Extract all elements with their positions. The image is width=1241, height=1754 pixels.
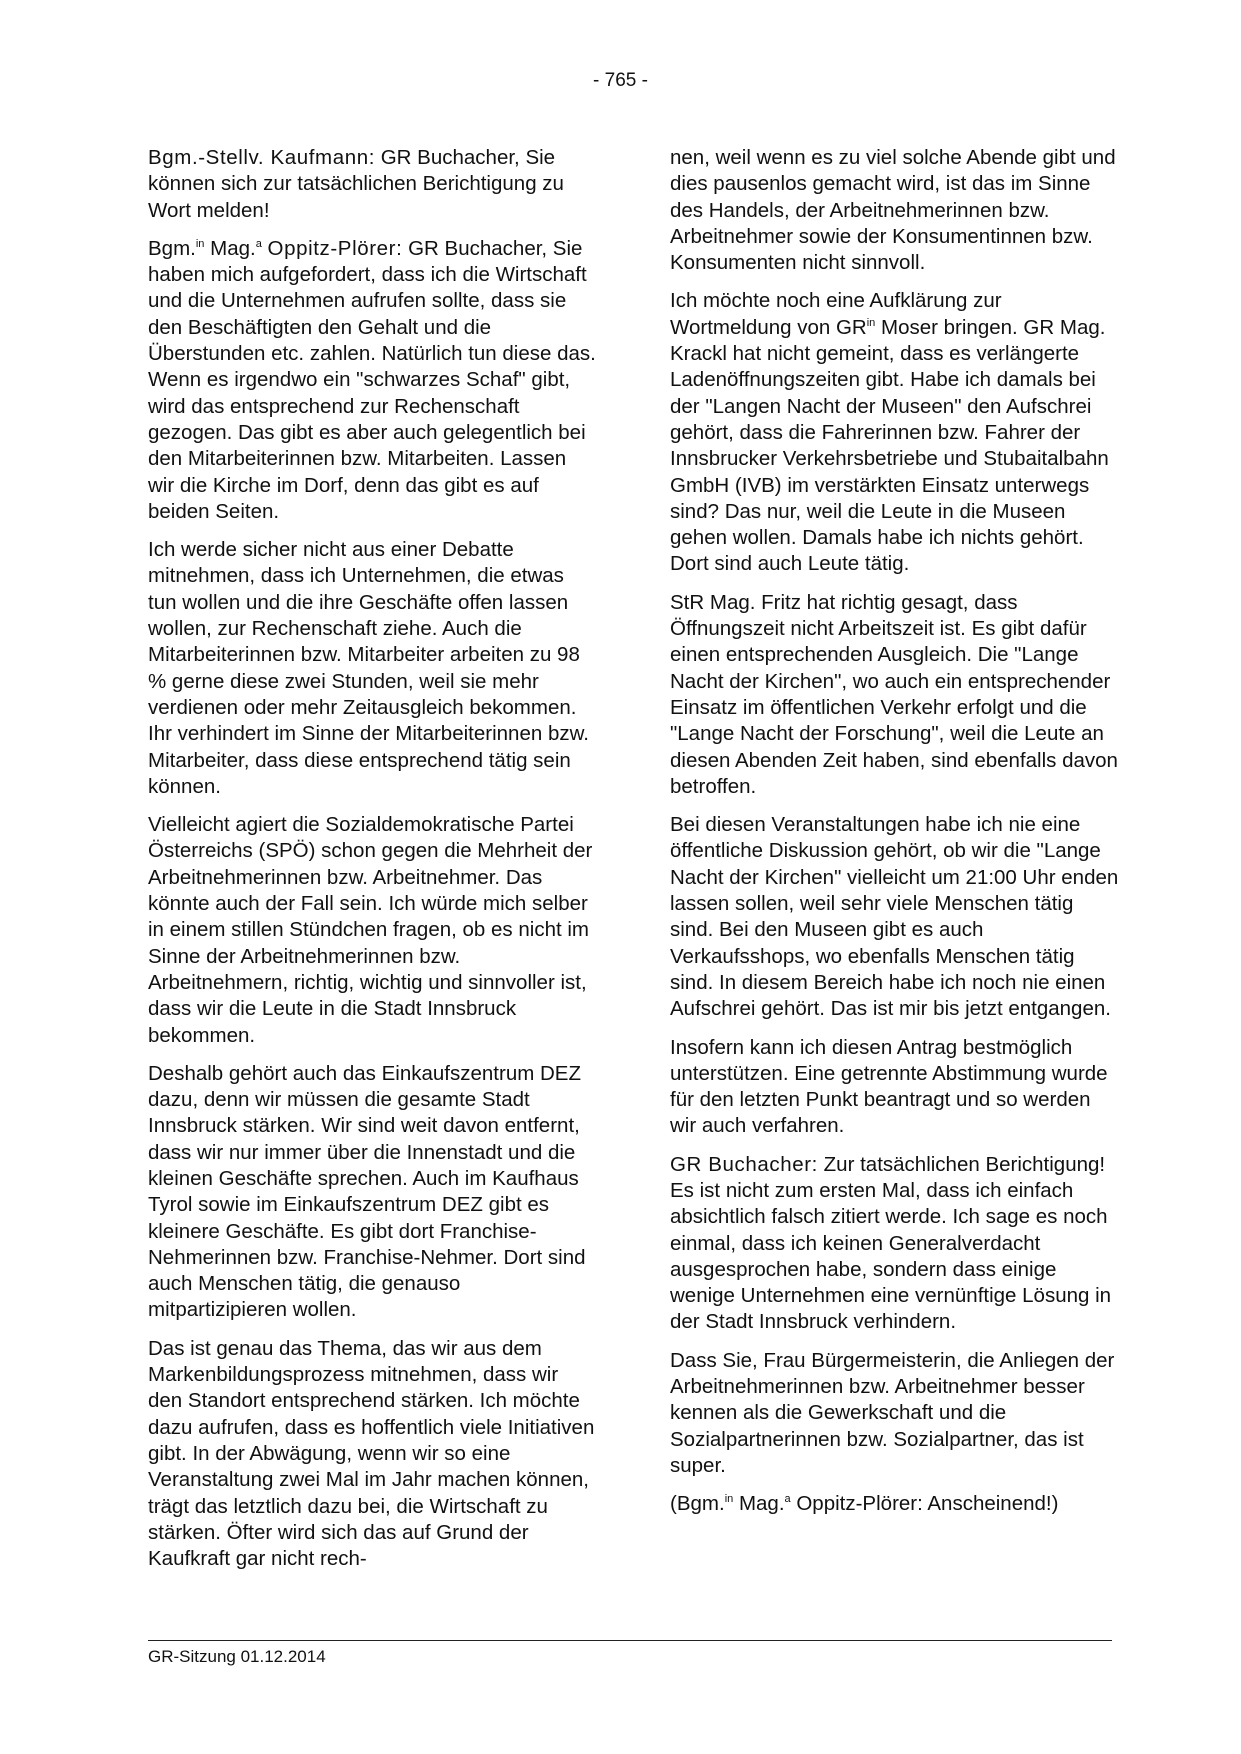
interjection-text: Oppitz-Plörer: Anscheinend!)	[796, 1492, 1059, 1516]
left-column	[148, 145, 598, 1584]
paragraph: Bei diesen Veranstaltungen habe ich nie eine öffentliche Diskussion gehört, ob wir die "Lange Nacht der Kirchen" vielleicht um 21:00 Uhr enden lassen sollen, weil sehr viele Menschen tätig sind. Bei den Museen gibt es auch Verkaufsshops, wo ebenfalls Menschen tätig sind. In diesem Bereich habe ich noch nie einen Aufschrei gehört. Das ist mir bis jetzt entgangen.	[670, 813, 1119, 1021]
interjection-text: Mag.	[738, 1492, 785, 1516]
interjection-text: (Bgm.	[670, 1492, 725, 1516]
paragraph: StR Mag. Fritz hat richtig gesagt, dass Öffnungszeit nicht Arbeitszeit ist. Es gibt dafür einen entsprechenden Ausgleich. Die "Lange Nacht der Kirchen", wo auch ein entsprechender Einsatz im öffentlichen Verkehr erfolgt und die "Lange Nacht der Forschung", weil die Leute an diesen Abenden Zeit haben, sind ebenfalls davon betroffen.	[670, 590, 1118, 798]
paragraph: Vielleicht agiert die Sozialdemokratische Partei Österreichs (SPÖ) schon gegen die Mehrheit der Arbeitnehmerinnen bzw. Arbeitnehmer. Das könnte auch der Fall sein. Ich würde mich selber in einem stillen Stündchen fragen, ob es nicht im Sinne der Arbeitnehmerinnen bzw. Arbeitnehmern, richtig, wichtig und sinnvoller ist, dass wir die Leute in die Stadt Innsbruck bekommen.	[148, 813, 593, 1047]
superscript: in	[195, 237, 205, 250]
paragraph: nen, weil wenn es zu viel solche Abende gibt und dies pausenlos gemacht wird, ist das im Sinne des Handels, der Arbeitnehmerinnen bzw. Arbeitnehmer sowie der Konsumentinnen bzw. Konsumenten nicht sinnvoll.	[670, 146, 1116, 275]
paragraph: Deshalb gehört auch das Einkaufszentrum DEZ dazu, denn wir müssen die gesamte Stadt Innsbruck stärken. Wir sind weit davon entfernt, dass wir nur immer über die Innenstadt und die kleinen Geschäfte sprechen. Auch im Kaufhaus Tyrol sowie im Einkaufszentrum DEZ gibt es kleinere Geschäfte. Es gibt dort Franchise-Nehmerinnen bzw. Franchise-Nehmer. Dort sind auch Menschen tätig, die genauso mitpartizipieren wollen.	[148, 1061, 586, 1322]
paragraph	[670, 1491, 1120, 1517]
paragraph	[148, 145, 598, 224]
paragraph	[670, 288, 1120, 577]
footer-divider	[148, 1640, 1112, 1641]
superscript: a	[784, 1493, 791, 1506]
paragraph-text: GR Buchacher, Sie können sich zur tatsächlichen Berichtigung zu Wort melden!	[148, 146, 564, 222]
paragraph-text: Moser bringen. GR Mag. Krackl hat nicht gemeint, dass es verlängerte Ladenöffnungszeiten gibt. Habe ich damals bei der "Langen Nacht der Museen" den Aufschrei gehört, dass die Fahrerinnen bzw. Fahrer der Innsbrucker Verkehrsbetriebe und Stubaitalbahn GmbH (IVB) im verstärkten Einsatz unterwegs sind? Das nur, weil die Leute in die Museen gehen wollen. Damals habe ich nichts gehört. Dort sind auch Leute tätig.	[670, 315, 1109, 576]
superscript: in	[866, 316, 876, 329]
superscript: in	[724, 1493, 734, 1506]
paragraph	[670, 1152, 1120, 1336]
right-column	[670, 145, 1120, 1530]
speaker-title: Mag.	[210, 236, 256, 260]
speaker-title: Bgm.	[148, 236, 196, 260]
speaker-name: Bgm.-Stellv. Kaufmann:	[148, 146, 376, 169]
paragraph	[148, 236, 598, 525]
page-number: - 765 -	[593, 70, 648, 91]
paragraph-text: Zur tatsächlichen Berichtigung! Es ist nicht zum ersten Mal, dass ich einfach absichtlich falsch zitiert werde. Ich sage es noch einmal, dass ich keinen Generalverdacht ausgesprochen habe, sondern dass einige wenige Unternehmen eine vernünftige Lösung in der Stadt Innsbruck verhindern.	[670, 1152, 1112, 1334]
paragraph: Das ist genau das Thema, das wir aus dem Markenbildungsprozess mitnehmen, dass wir den Standort entsprechend stärken. Ich möchte dazu aufrufen, dass es hoffentlich viele Initiativen gibt. In der Abwägung, wenn wir so eine Veranstaltung zwei Mal im Jahr machen können, trägt das letztlich dazu bei, die Wirtschaft zu stärken. Öfter wird sich das auf Grund der Kaufkraft gar nicht rech-	[148, 1336, 595, 1571]
paragraph-text: GR Buchacher, Sie haben mich aufgefordert, dass ich die Wirtschaft und die Unternehmen aufrufen sollte, dass sie den Beschäftigten den Gehalt und die Überstunden etc. zahlen. Natürlich tun diese das. Wenn es irgendwo ein "schwarzes Schaf" gibt, wird das entsprechend zur Rechenschaft gezogen. Das gibt es aber auch gelegentlich bei den Mitarbeiterinnen bzw. Mitarbeiten. Lassen wir die Kirche im Dorf, denn das gibt es auf beiden Seiten.	[148, 236, 596, 523]
footer-session-date: GR-Sitzung 01.12.2014	[148, 1647, 326, 1666]
speaker-name: GR Buchacher:	[670, 1152, 818, 1176]
paragraph: Dass Sie, Frau Bürgermeisterin, die Anliegen der Arbeitnehmerinnen bzw. Arbeitnehmer besser kennen als die Gewerkschaft und die Sozialpartnerinnen bzw. Sozialpartner, das ist super.	[670, 1348, 1115, 1477]
paragraph: Ich werde sicher nicht aus einer Debatte mitnehmen, dass ich Unternehmen, die etwas tun wollen und die ihre Geschäfte offen lassen wollen, zur Rechenschaft ziehe. Auch die Mitarbeiterinnen bzw. Mitarbeiter arbeiten zu 98 % gerne diese zwei Stunden, weil sie mehr verdienen oder mehr Zeitausgleich bekommen. Ihr verhindert im Sinne der Mitarbeiterinnen bzw. Mitarbeiter, dass diese entsprechend tätig sein können.	[148, 538, 589, 798]
speaker-name: Oppitz-Plörer:	[267, 236, 403, 260]
paragraph: Insofern kann ich diesen Antrag bestmöglich unterstützen. Eine getrennte Abstimmung wurde für den letzten Punkt beantragt und so werden wir auch verfahren.	[670, 1035, 1108, 1138]
superscript: a	[255, 237, 262, 250]
paragraph-text: Ich möchte noch eine Aufklärung zur Wortmeldung von GR	[670, 289, 1002, 339]
